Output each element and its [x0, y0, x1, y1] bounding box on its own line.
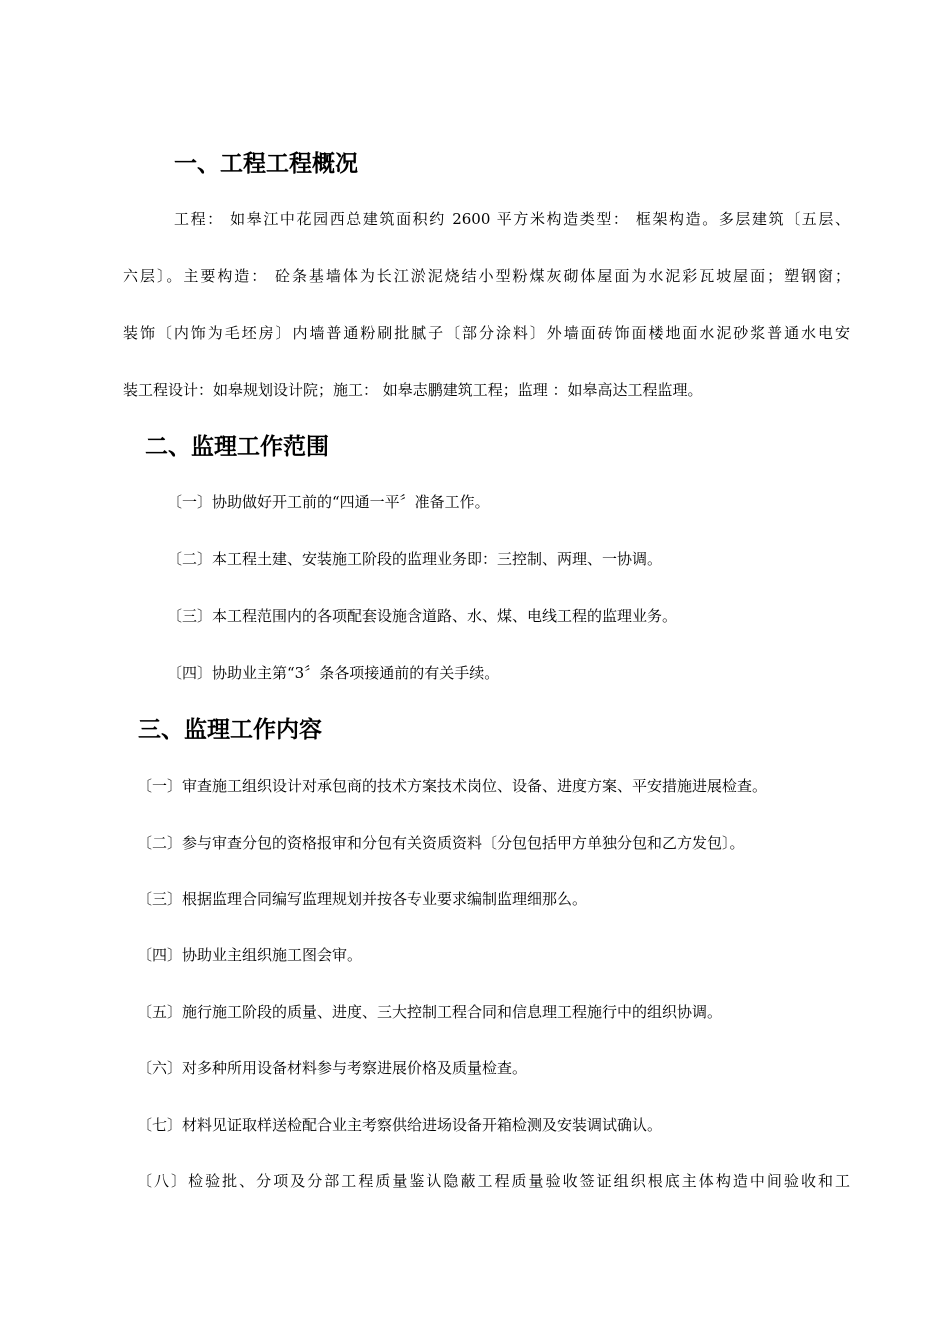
section-heading-supervision-content: 三、监理工作内容	[138, 717, 322, 743]
overview-line-3: 装饰〔内饰为毛坯房〕内墙普通粉刷批腻子〔部分涂料〕外墙面砖饰面楼地面水泥砂浆普通水电安	[123, 324, 850, 342]
scope-item-2: 〔二〕本工程土建、安装施工阶段的监理业务即：三控制、两理、一协调。	[167, 550, 663, 568]
content-item-5: 〔五〕施行施工阶段的质量、进度、三大控制工程合同和信息理工程施行中的组织协调。	[137, 1003, 723, 1021]
content-item-7: 〔七〕材料见证取样送检配合业主考察供给进场设备开箱检测及安装调试确认。	[137, 1116, 663, 1134]
content-item-8: 〔八〕检验批、分项及分部工程质量鉴认隐蔽工程质量验收签证组织根底主体构造中间验收和工	[137, 1172, 850, 1190]
overview-line-4: 装工程设计：如皋规划设计院；施工： 如皋志鹏建筑工程；监理 ：如皋高达工程监理。	[123, 381, 703, 399]
content-item-2: 〔二〕参与审查分包的资格报审和分包有关资质资料〔分包包括甲方单独分包和乙方发包〕。	[137, 834, 745, 852]
section-heading-project-overview: 一、工程工程概况	[174, 151, 358, 177]
scope-item-3: 〔三〕本工程范围内的各项配套设施含道路、水、煤、电线工程的监理业务。	[167, 607, 678, 625]
content-item-6: 〔六〕对多种所用设备材料参与考察进展价格及质量检查。	[137, 1059, 528, 1077]
section-heading-supervision-scope: 二、监理工作范围	[145, 434, 329, 460]
overview-line-2: 六层〕。主要构造： 砼条基墙体为长江淤泥烧结小型粉煤灰砌体屋面为水泥彩瓦坡屋面；塑钢窗；	[123, 267, 850, 285]
overview-line-1: 工程： 如皋江中花园西总建筑面积约 2600 平方米构造类型： 框架构造。多层建筑〔五层、	[174, 210, 850, 228]
scope-item-1: 〔一〕协助做好开工前的“四通一平〞准备工作。	[167, 493, 490, 511]
scope-item-4: 〔四〕协助业主第“3〞条各项接通前的有关手续。	[167, 664, 500, 682]
content-item-4: 〔四〕协助业主组织施工图会审。	[137, 946, 363, 964]
content-item-1: 〔一〕审查施工组织设计对承包商的技术方案技术岗位、设备、进度方案、平安措施进展检查。	[137, 777, 768, 795]
content-item-3: 〔三〕根据监理合同编写监理规划并按各专业要求编制监理细那么。	[137, 890, 588, 908]
